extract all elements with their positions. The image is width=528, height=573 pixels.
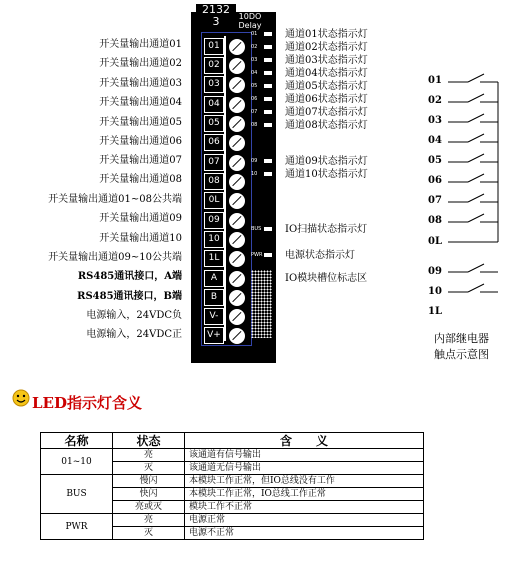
terminal-05: 05 — [204, 115, 224, 132]
type-name: Delay — [238, 21, 262, 30]
left-label: RS485通讯接口，B端 — [77, 291, 182, 302]
screw-icon — [229, 97, 245, 113]
led-indicator — [264, 32, 272, 36]
led-indicator — [264, 253, 272, 257]
led-label: 04 — [251, 70, 258, 76]
screw-icon — [229, 174, 245, 190]
left-label: 开关量输出通道02 — [99, 58, 182, 69]
screw-icon — [229, 232, 245, 248]
led-indicator — [264, 71, 272, 75]
led-label: BUS — [251, 226, 262, 232]
right-label: 通道10状态指示灯 — [285, 169, 368, 180]
cell-meaning: 该通道无信号输出 — [185, 462, 424, 475]
terminal-04: 04 — [204, 96, 224, 113]
cell-meaning: 电源不正常 — [185, 527, 424, 540]
screw-icon — [229, 155, 245, 171]
screw-icon — [229, 213, 245, 229]
right-label: 电源状态指示灯 — [285, 250, 355, 261]
screw-icon — [229, 58, 245, 74]
led-indicator — [264, 84, 272, 88]
table-header-row — [41, 433, 424, 449]
led-indicator — [264, 159, 272, 163]
right-label: 通道08状态指示灯 — [285, 120, 368, 131]
terminal-03: 03 — [204, 76, 224, 93]
terminal-02: 02 — [204, 57, 224, 74]
led-label: 03 — [251, 57, 258, 63]
right-label: IO模块槽位标志区 — [285, 273, 368, 284]
left-label: 开关量输出通道01~08公共端 — [48, 194, 182, 205]
relay-label: 07 — [428, 195, 442, 206]
left-label: 电源输入，24VDC负 — [86, 310, 182, 321]
terminal-v-minus: V- — [204, 308, 224, 325]
cell-meaning: 电源正常 — [185, 514, 424, 527]
led-label: 02 — [251, 44, 258, 50]
led-indicator — [264, 58, 272, 62]
right-label: 通道01状态指示灯 — [285, 29, 368, 40]
led-indicator — [264, 45, 272, 49]
left-label: 开关量输出通道07 — [99, 155, 182, 166]
screw-icon — [229, 116, 245, 132]
terminal-01: 01 — [204, 38, 224, 55]
relay-label: 01 — [428, 75, 442, 86]
table-row — [41, 475, 424, 488]
left-label: 电源输入，24VDC正 — [86, 329, 182, 340]
cell-state: 亮 — [113, 449, 185, 462]
screw-icon — [229, 135, 245, 151]
led-indicator — [264, 123, 272, 127]
led-indicator — [264, 97, 272, 101]
right-label: 通道03状态指示灯 — [285, 55, 368, 66]
terminal-07: 07 — [204, 154, 224, 171]
cell-state: 亮或灭 — [113, 501, 185, 514]
header-meaning: 含 义 — [185, 433, 424, 449]
led-indicator — [264, 110, 272, 114]
screw-icon — [229, 290, 245, 306]
terminal-06: 06 — [204, 134, 224, 151]
led-label: 06 — [251, 96, 258, 102]
left-label: 开关量输出通道05 — [99, 117, 182, 128]
led-label: 10 — [251, 171, 258, 177]
relay-caption-line1: 内部继电器 — [434, 332, 489, 345]
relay-label: 08 — [428, 215, 442, 226]
cell-meaning: 模块工作不正常 — [185, 501, 424, 514]
model-sub: 3 — [212, 15, 220, 28]
cell-meaning: 本模块工作正常，IO总线工作正常 — [185, 488, 424, 501]
cell-state: 亮 — [113, 514, 185, 527]
terminal-a: A — [204, 270, 224, 287]
relay-label: 10 — [428, 286, 442, 297]
terminal-v-plus: V+ — [204, 327, 224, 344]
module-model — [196, 4, 236, 28]
led-label: 08 — [251, 122, 258, 128]
table-row — [41, 449, 424, 462]
left-label: 开关量输出通道09 — [99, 213, 182, 224]
led-meaning-table — [40, 432, 424, 540]
left-label: RS485通讯接口，A端 — [77, 271, 182, 282]
section-title: LED指示灯含义 — [32, 394, 142, 412]
right-label: 通道04状态指示灯 — [285, 68, 368, 79]
screw-icon — [229, 271, 245, 287]
cell-name: 01~10 — [41, 449, 113, 475]
cell-name: BUS — [41, 475, 113, 514]
relay-label: 05 — [428, 155, 442, 166]
right-label: 通道02状态指示灯 — [285, 42, 368, 53]
slot-id-area — [251, 270, 272, 338]
right-label: 通道06状态指示灯 — [285, 94, 368, 105]
left-label: 开关量输出通道01 — [99, 39, 182, 50]
led-indicator — [264, 227, 272, 231]
model-number: 2132 — [202, 3, 230, 16]
screw-icon — [229, 309, 245, 325]
left-label: 开关量输出通道03 — [99, 78, 182, 89]
relay-label: 1L — [428, 306, 442, 317]
right-label: IO扫描状态指示灯 — [285, 224, 368, 235]
type-code: 10DO — [238, 12, 262, 21]
left-label: 开关量输出通道08 — [99, 174, 182, 185]
cell-name: PWR — [41, 514, 113, 540]
terminal-10: 10 — [204, 231, 224, 248]
led-label: 05 — [251, 83, 258, 89]
left-label: 开关量输出通道10 — [99, 233, 182, 244]
screw-icon — [229, 39, 245, 55]
terminal-09: 09 — [204, 212, 224, 229]
left-label: 开关量输出通道09~10公共端 — [48, 252, 182, 263]
cell-meaning: 该通道有信号输出 — [185, 449, 424, 462]
screw-icon — [229, 251, 245, 267]
terminal-08: 08 — [204, 173, 224, 190]
header-name: 名称 — [41, 433, 113, 449]
screw-icon — [229, 328, 245, 344]
module-type — [232, 12, 268, 30]
header-state: 状态 — [113, 433, 185, 449]
divider — [224, 36, 226, 341]
relay-label: 09 — [428, 266, 442, 277]
left-label: 开关量输出通道06 — [99, 136, 182, 147]
right-label: 通道07状态指示灯 — [285, 107, 368, 118]
cell-state: 慢闪 — [113, 475, 185, 488]
relay-label: 06 — [428, 175, 442, 186]
led-label: PWR — [251, 252, 263, 258]
terminal-b: B — [204, 289, 224, 306]
led-indicator — [264, 172, 272, 176]
left-label: 开关量输出通道04 — [99, 97, 182, 108]
table-row — [41, 514, 424, 527]
led-label: 01 — [251, 31, 258, 37]
cell-meaning: 本模块工作正常，但IO总线没有工作 — [185, 475, 424, 488]
relay-label: 03 — [428, 115, 442, 126]
right-label: 通道09状态指示灯 — [285, 156, 368, 167]
relay-label: 02 — [428, 95, 442, 106]
led-label: 07 — [251, 109, 258, 115]
cell-state: 灭 — [113, 462, 185, 475]
relay-label: 0L — [428, 236, 442, 247]
terminal-1l: 1L — [204, 250, 224, 267]
cell-state: 快闪 — [113, 488, 185, 501]
cell-state: 灭 — [113, 527, 185, 540]
smiley-icon — [12, 389, 30, 407]
led-label: 09 — [251, 158, 258, 164]
screw-icon — [229, 77, 245, 93]
right-label: 通道05状态指示灯 — [285, 81, 368, 92]
relay-caption-line2: 触点示意图 — [434, 348, 489, 361]
screw-icon — [229, 193, 245, 209]
relay-caption — [434, 331, 489, 363]
relay-label: 04 — [428, 135, 442, 146]
terminal-0l: 0L — [204, 192, 224, 209]
